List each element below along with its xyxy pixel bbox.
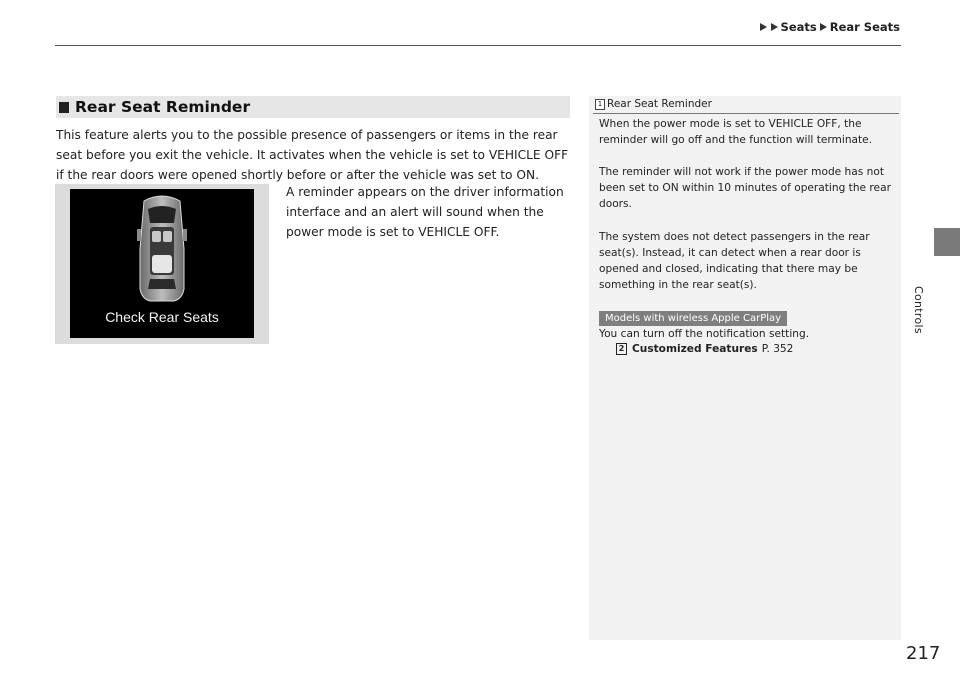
arrow-icon [760,23,767,31]
model-badge: Models with wireless Apple CarPlay [599,311,787,326]
page-number: 217 [906,643,941,664]
sidebar-title: Rear Seat Reminder [607,98,712,110]
note-number-icon: 1 [595,99,605,110]
sidebar-notes [589,96,901,640]
cross-reference-link[interactable] [616,343,793,355]
chapter-tab [934,228,960,256]
note-paragraph-2: The reminder will not work if the power mode has not been set to ON within 10 minutes of operating the rear doors. [599,166,891,210]
breadcrumb-rear-seats[interactable]: Rear Seats [829,20,900,34]
note-paragraph-1: When the power mode is set to VEHICLE OFF, the reminder will go off and the function will terminate. [599,118,873,146]
figure-frame [55,184,269,344]
arrow-icon [771,23,778,31]
header-rule [55,45,901,46]
screen-message: Check Rear Seats [105,309,219,325]
chapter-label: Controls [912,286,925,334]
body-paragraph-2: A reminder appears on the driver information interface and an alert will sound when the power mode is set to VEHICLE OFF. [286,185,564,239]
note-paragraph-4: You can turn off the notification setting. [599,328,810,340]
display-screen [70,189,254,338]
sidebar-rule [593,113,899,114]
xref-page: P. 352 [761,343,794,355]
square-bullet-icon [59,102,69,113]
body-paragraph-1: This feature alerts you to the possible presence of passengers or items in the rear seat before you exit the vehicle. It activates when the vehicle is set to VEHICLE OFF if the rear doors were opened shortly before or after the vehicle was set to ON. [56,128,569,182]
sidebar-heading [595,98,712,110]
note-paragraph-3: The system does not detect passengers in the rear seat(s). Instead, it can detect when a rear door is opened and closed, indicating that there may be something in the rear seat(s). [599,231,870,291]
xref-title: Customized Features [632,343,758,355]
arrow-icon [820,23,827,31]
section-title: Rear Seat Reminder [75,98,251,116]
reference-icon: 2 [616,343,627,355]
breadcrumb-seats[interactable]: Seats [780,20,817,34]
breadcrumb [759,20,900,34]
section-heading [56,96,570,118]
